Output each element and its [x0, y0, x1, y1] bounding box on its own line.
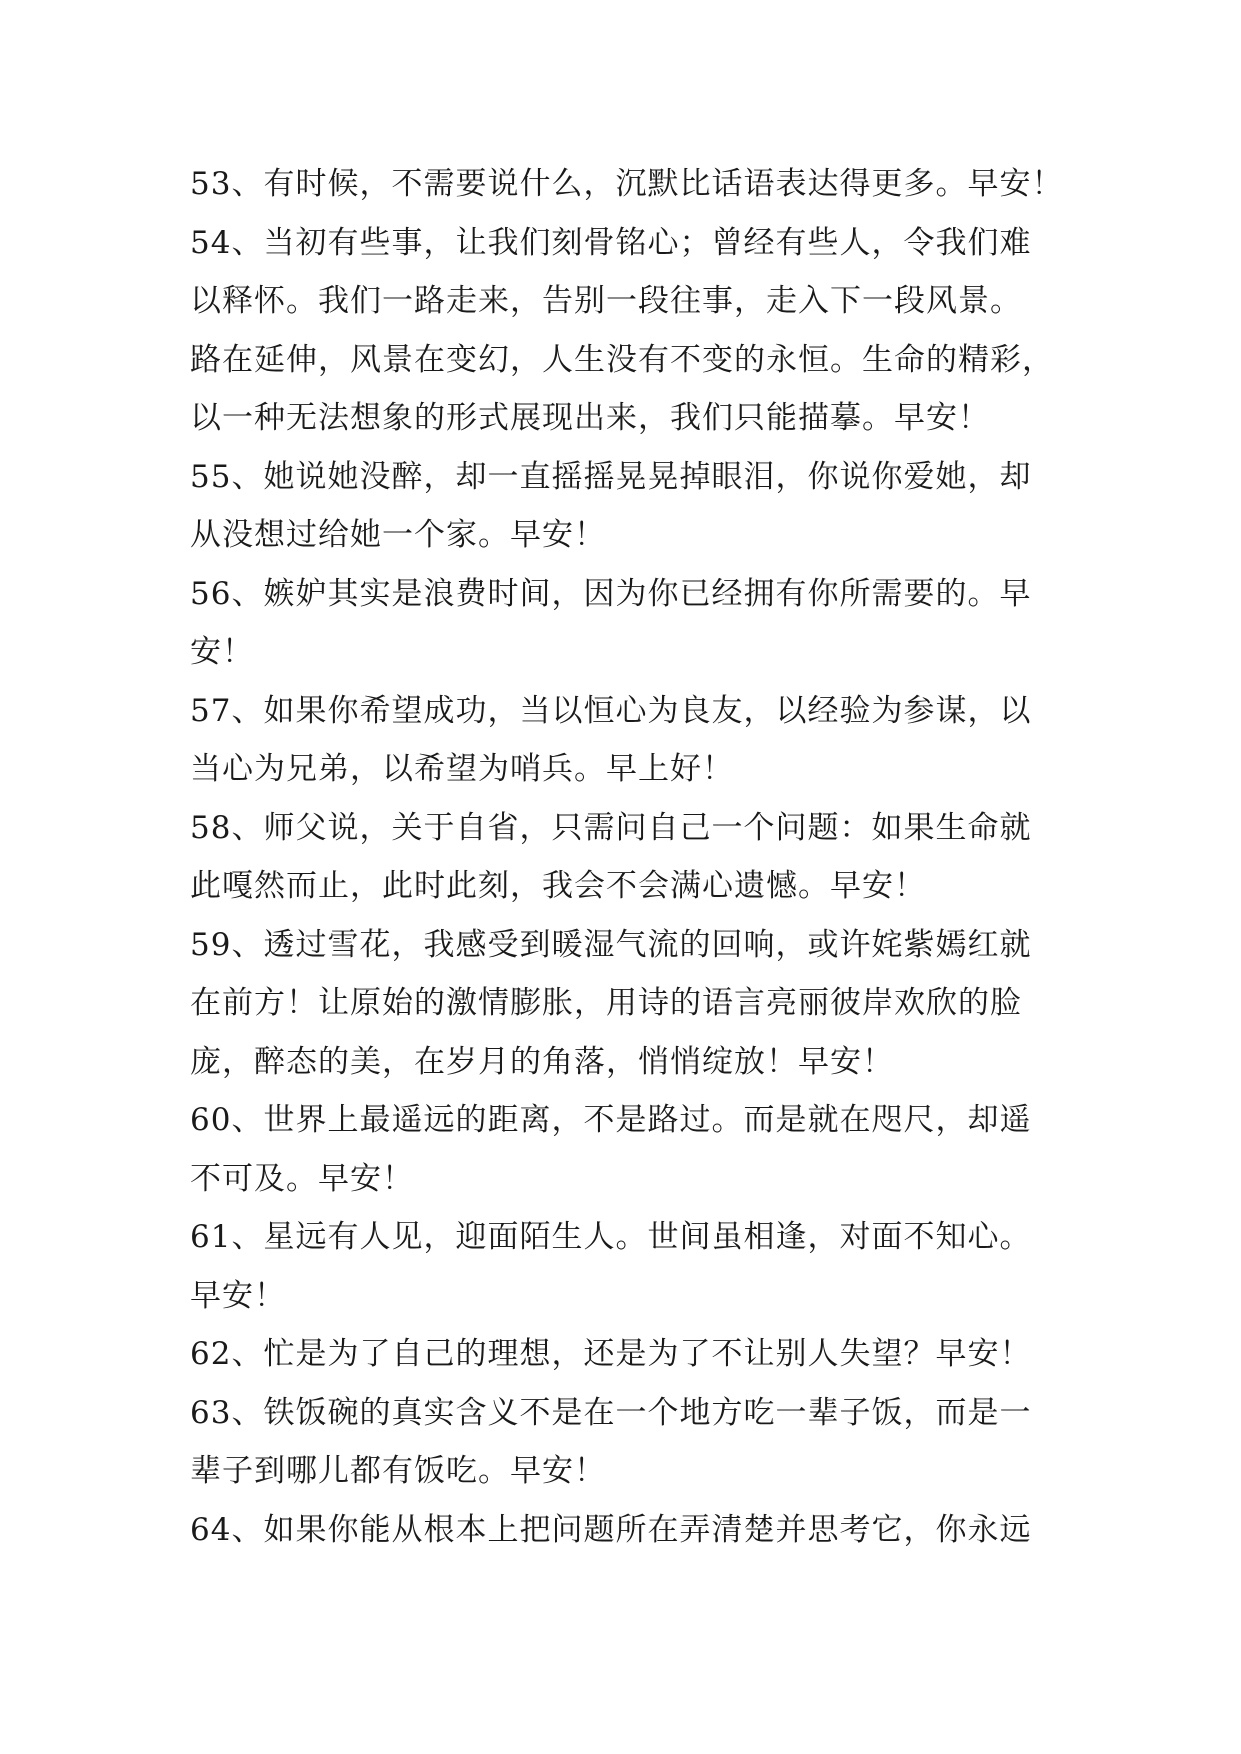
text-line: 以释怀。我们一路走来，告别一段往事，走入下一段风景。	[190, 283, 1022, 319]
text-line: 54、当初有些事，让我们刻骨铭心；曾经有些人，令我们难	[190, 224, 1032, 261]
text-line: 53、有时候，不需要说什么，沉默比话语表达得更多。早安！	[190, 166, 1064, 202]
text-line: 当心为兄弟，以希望为哨兵。早上好！	[190, 751, 734, 787]
text-line: 路在延伸，风景在变幻，人生没有不变的永恒。生命的精彩，	[190, 341, 1054, 378]
text-line: 此嘎然而止，此时此刻，我会不会满心遗憾。早安！	[190, 868, 926, 904]
text-line: 从没想过给她一个家。早安！	[190, 517, 606, 553]
text-line: 60、世界上最遥远的距离，不是路过。而是就在咫尺，却遥	[190, 1102, 1032, 1138]
text-line: 庞，醉态的美，在岁月的角落，悄悄绽放！早安！	[190, 1043, 894, 1080]
text-line: 62、忙是为了自己的理想，还是为了不让别人失望？早安！	[190, 1336, 1032, 1372]
text-line: 61、星远有人见，迎面陌生人。世间虽相逢，对面不知心。	[190, 1219, 1032, 1255]
text-line: 63、铁饭碗的真实含义不是在一个地方吃一辈子饭，而是一	[190, 1394, 1032, 1431]
text-line: 64、如果你能从根本上把问题所在弄清楚并思考它，你永远	[190, 1511, 1032, 1548]
text-line: 56、嫉妒其实是浪费时间，因为你已经拥有你所需要的。早	[190, 575, 1032, 612]
text-line: 安！	[190, 634, 254, 670]
document-body	[190, 155, 1070, 1559]
text-line: 早安！	[190, 1277, 286, 1314]
text-line: 辈子到哪儿都有饭吃。早安！	[190, 1453, 606, 1489]
text-line: 55、她说她没醉，却一直摇摇晃晃掉眼泪，你说你爱她，却	[190, 458, 1032, 495]
text-line: 不可及。早安！	[190, 1160, 414, 1197]
text-line: 58、师父说，关于自省，只需问自己一个问题：如果生命就	[190, 809, 1032, 846]
text-line: 59、透过雪花，我感受到暖湿气流的回响，或许姹紫嫣红就	[190, 926, 1032, 963]
text-line: 57、如果你希望成功，当以恒心为良友，以经验为参谋，以	[190, 692, 1032, 729]
text-line: 以一种无法想象的形式展现出来，我们只能描摹。早安！	[190, 400, 990, 436]
text-line: 在前方！让原始的激情膨胀，用诗的语言亮丽彼岸欢欣的脸	[190, 985, 1022, 1021]
